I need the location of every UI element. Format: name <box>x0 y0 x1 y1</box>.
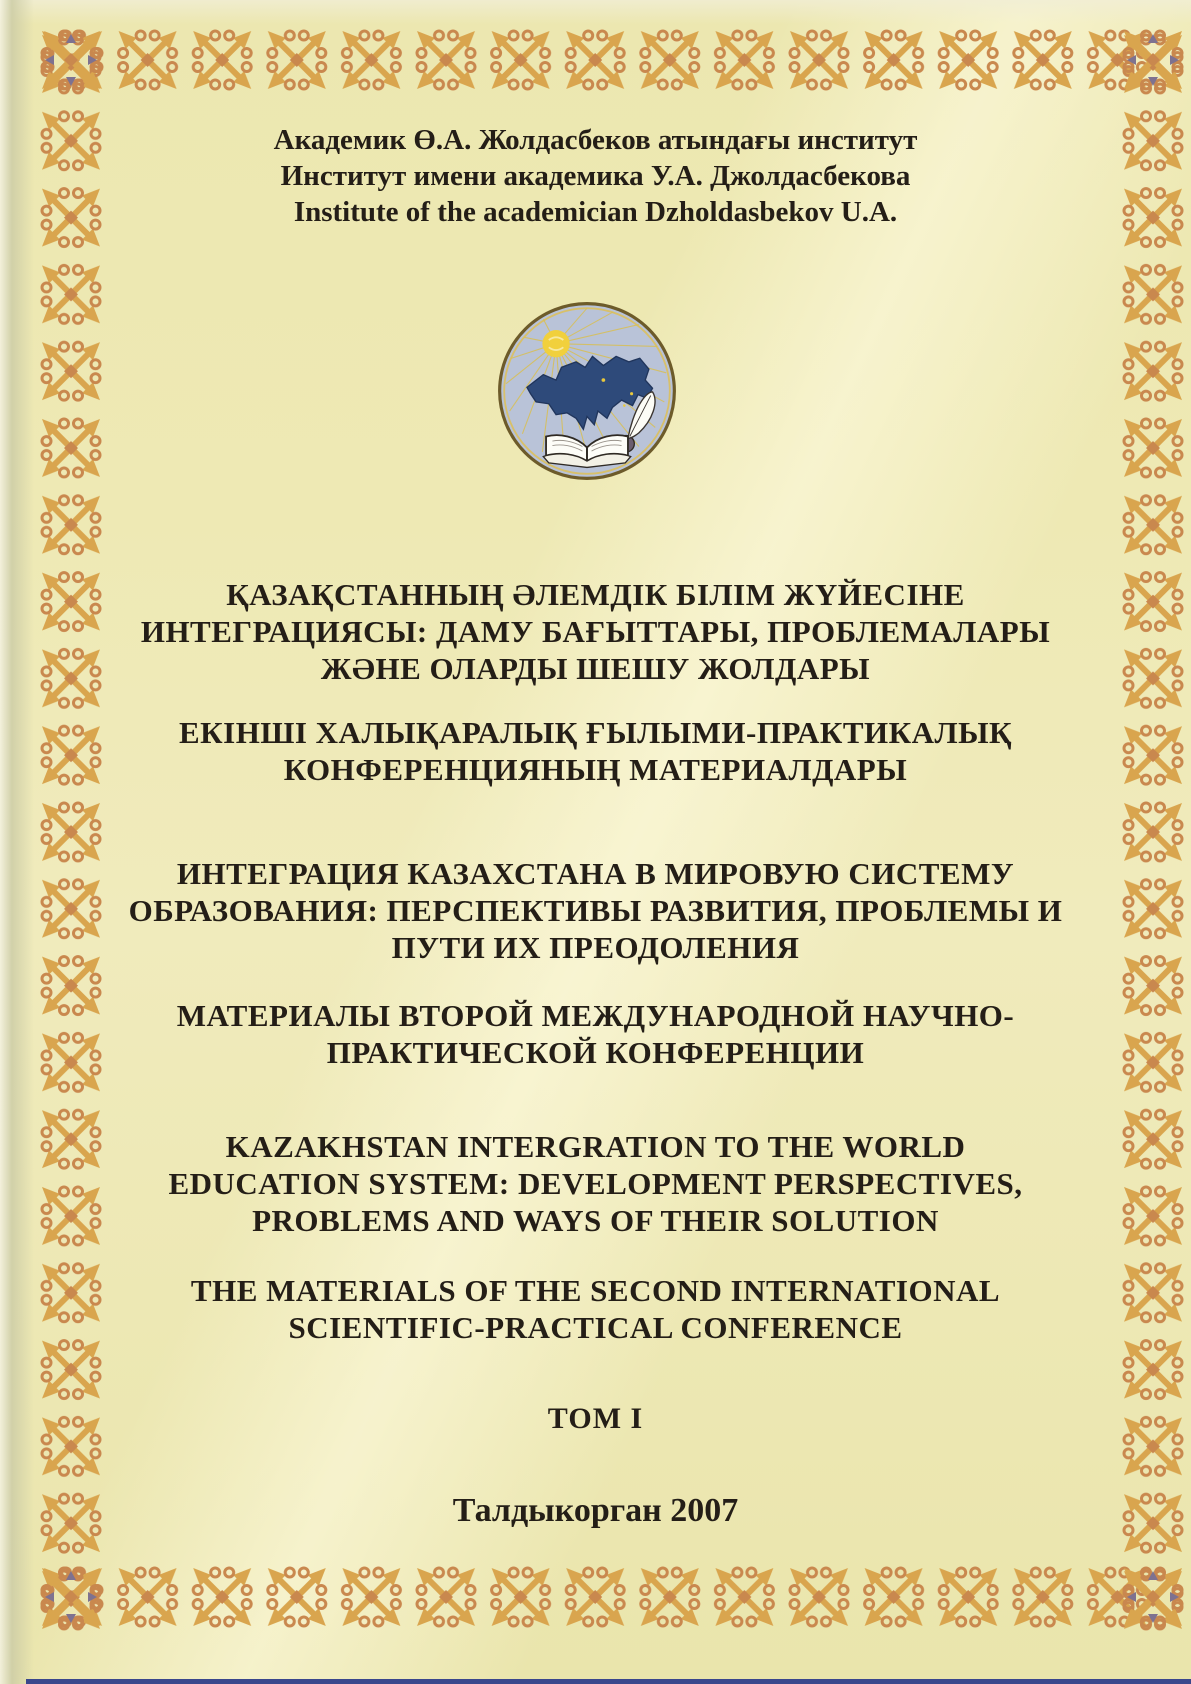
subtitle-english-line-1: THE MATERIALS OF THE SECOND INTERNATIONAL <box>190 1273 1001 1308</box>
title-russian <box>70 855 1121 966</box>
title-russian-line-2: ОБРАЗОВАНИЯ: ПЕРСПЕКТИВЫ РАЗВИТИЯ, ПРОБЛЕМЫ И <box>128 893 1063 928</box>
border-top-ornament <box>36 26 1156 94</box>
border-bottom-ornament <box>36 1563 1156 1631</box>
title-russian-line-3: ПУТИ ИХ ПРЕОДОЛЕНИЯ <box>391 930 800 965</box>
institute-name-russian: Институт имени академика У.А. Джолдасбекова <box>280 160 911 192</box>
sun-icon <box>542 330 569 357</box>
institute-header <box>70 122 1121 230</box>
imprint-block <box>70 1492 1121 1530</box>
corner-ornament <box>1121 28 1185 92</box>
subtitle-english-line-2: SCIENTIFIC-PRACTICAL CONFERENCE <box>288 1310 903 1345</box>
subtitle-russian <box>70 997 1121 1071</box>
title-english-line-3: PROBLEMS AND WAYS OF THEIR SOLUTION <box>252 1203 939 1238</box>
title-kazakh-line-3: ЖӘНЕ ОЛАРДЫ ШЕШУ ЖОЛДАРЫ <box>320 651 871 686</box>
border-right-ornament <box>1120 26 1186 1638</box>
scan-edge-left <box>0 0 34 1684</box>
title-russian-line-1: ИНТЕГРАЦИЯ КАЗАХСТАНА В МИРОВУЮ СИСТЕМУ <box>176 856 1015 891</box>
title-kazakh-line-1: ҚАЗАҚСТАННЫҢ ӘЛЕМДІК БІЛІМ ЖҮЙЕСІНЕ <box>226 577 965 612</box>
title-english <box>70 1128 1121 1239</box>
subtitle-kazakh-line-2: КОНФЕРЕНЦИЯНЫҢ МАТЕРИАЛДАРЫ <box>283 752 908 787</box>
corner-ornament <box>39 1565 103 1629</box>
corner-ornament <box>1121 1565 1185 1629</box>
subtitle-kazakh <box>70 714 1121 788</box>
title-english-line-1: KAZAKHSTAN INTERGRATION TO THE WORLD <box>225 1129 966 1164</box>
scan-edge-bottom <box>26 1679 1191 1684</box>
title-kazakh-line-2: ИНТЕГРАЦИЯСЫ: ДАМУ БАҒЫТТАРЫ, ПРОБЛЕМАЛАРЫ <box>140 614 1051 649</box>
corner-ornament <box>39 28 103 92</box>
imprint-city-year: Талдыкорган 2007 <box>452 1492 739 1529</box>
subtitle-russian-line-2: ПРАКТИЧЕСКОЙ КОНФЕРЕНЦИИ <box>326 1035 865 1070</box>
scan-edge-top <box>0 0 1191 24</box>
institute-name-kazakh: Академик Ө.А. Жолдасбеков атындағы институт <box>273 124 918 156</box>
subtitle-kazakh-line-1: ЕКІНШІ ХАЛЫҚАРАЛЫҚ ҒЫЛЫМИ-ПРАКТИКАЛЫҚ <box>178 715 1012 750</box>
institute-emblem <box>496 300 678 482</box>
title-english-line-2: EDUCATION SYSTEM: DEVELOPMENT PERSPECTIVES, <box>168 1166 1023 1201</box>
subtitle-russian-line-1: МАТЕРИАЛЫ ВТОРОЙ МЕЖДУНАРОДНОЙ НАУЧНО- <box>176 998 1015 1033</box>
subtitle-english <box>70 1272 1121 1346</box>
title-kazakh <box>70 576 1121 687</box>
volume-label: ТОМ I <box>547 1402 644 1435</box>
volume-label-block <box>70 1402 1121 1436</box>
institute-name-english: Institute of the academician Dzholdasbekov U.A. <box>293 196 898 228</box>
border-left-ornament <box>38 26 104 1638</box>
